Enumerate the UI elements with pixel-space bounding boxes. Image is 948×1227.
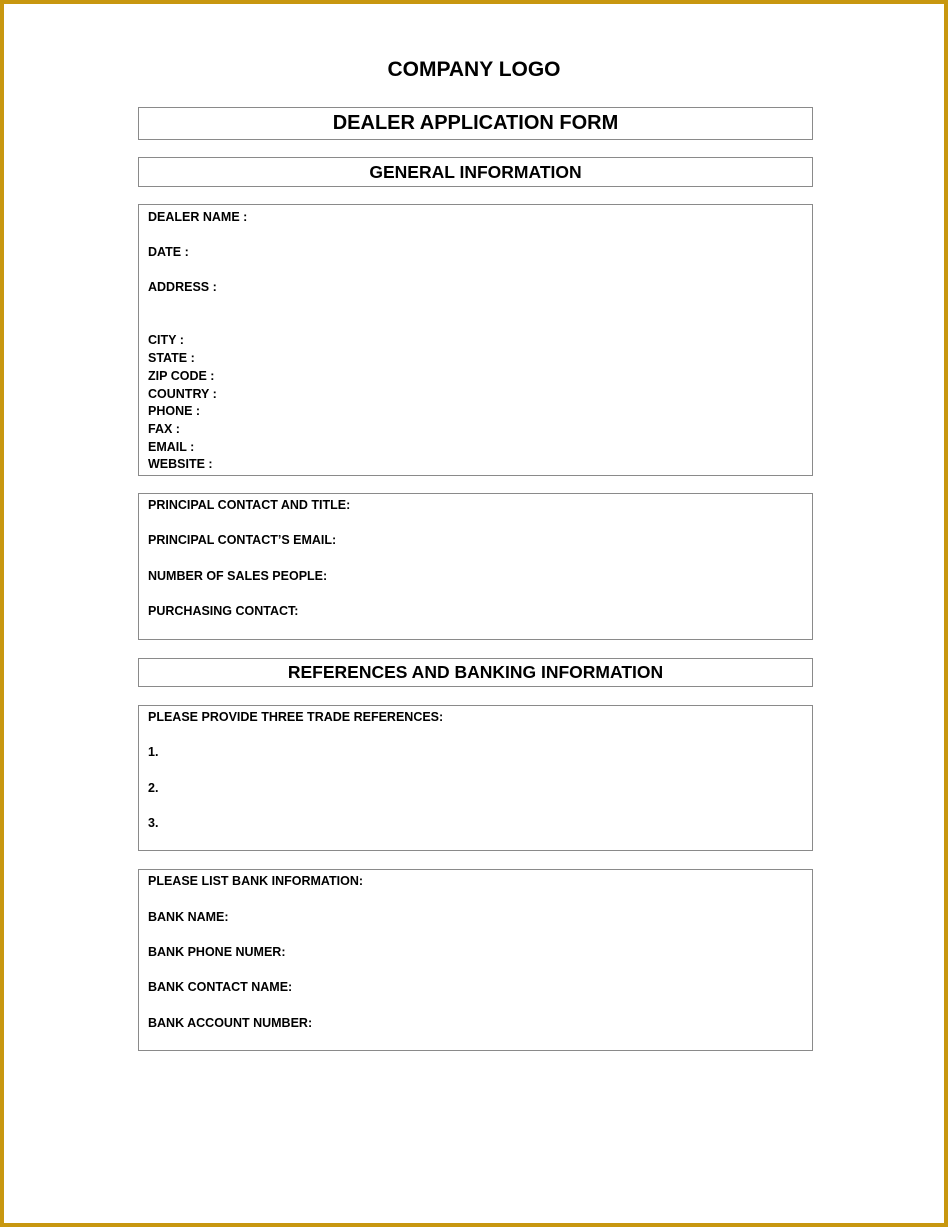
- principal-contact-field[interactable]: PRINCIPAL CONTACT AND TITLE:: [148, 498, 351, 512]
- city-field[interactable]: CITY :: [148, 333, 184, 347]
- date-field[interactable]: DATE :: [148, 245, 189, 259]
- website-field[interactable]: WEBSITE :: [148, 457, 213, 471]
- trade-reference-1-field[interactable]: 1.: [148, 745, 159, 759]
- form-title: DEALER APPLICATION FORM: [138, 107, 813, 140]
- email-field[interactable]: EMAIL :: [148, 440, 195, 454]
- country-field[interactable]: COUNTRY :: [148, 387, 217, 401]
- purchasing-contact-field[interactable]: PURCHASING CONTACT:: [148, 604, 299, 618]
- bank-phone-field[interactable]: BANK PHONE NUMER:: [148, 945, 286, 959]
- dealer-name-field[interactable]: DEALER NAME :: [148, 210, 248, 224]
- zip-code-field[interactable]: ZIP CODE :: [148, 369, 215, 383]
- trade-references-prompt: PLEASE PROVIDE THREE TRADE REFERENCES:: [148, 710, 444, 724]
- bank-contact-name-field[interactable]: BANK CONTACT NAME:: [148, 980, 293, 994]
- bank-name-field[interactable]: BANK NAME:: [148, 910, 229, 924]
- trade-reference-2-field[interactable]: 2.: [148, 781, 159, 795]
- bank-information-section: [138, 869, 813, 1051]
- bank-information-prompt: PLEASE LIST BANK INFORMATION:: [148, 874, 364, 888]
- general-information-header: GENERAL INFORMATION: [138, 157, 813, 187]
- trade-reference-3-field[interactable]: 3.: [148, 816, 159, 830]
- bank-account-number-field[interactable]: BANK ACCOUNT NUMBER:: [148, 1016, 313, 1030]
- phone-field[interactable]: PHONE :: [148, 404, 201, 418]
- address-field[interactable]: ADDRESS :: [148, 280, 217, 294]
- sales-people-field[interactable]: NUMBER OF SALES PEOPLE:: [148, 569, 328, 583]
- contact-section: [138, 493, 813, 640]
- company-logo: COMPANY LOGO: [387, 58, 561, 81]
- fax-field[interactable]: FAX :: [148, 422, 180, 436]
- principal-email-field[interactable]: PRINCIPAL CONTACT’S EMAIL:: [148, 533, 337, 547]
- references-banking-header: REFERENCES AND BANKING INFORMATION: [138, 658, 813, 687]
- state-field[interactable]: STATE :: [148, 351, 195, 365]
- trade-references-section: [138, 705, 813, 851]
- general-information-section: [138, 204, 813, 476]
